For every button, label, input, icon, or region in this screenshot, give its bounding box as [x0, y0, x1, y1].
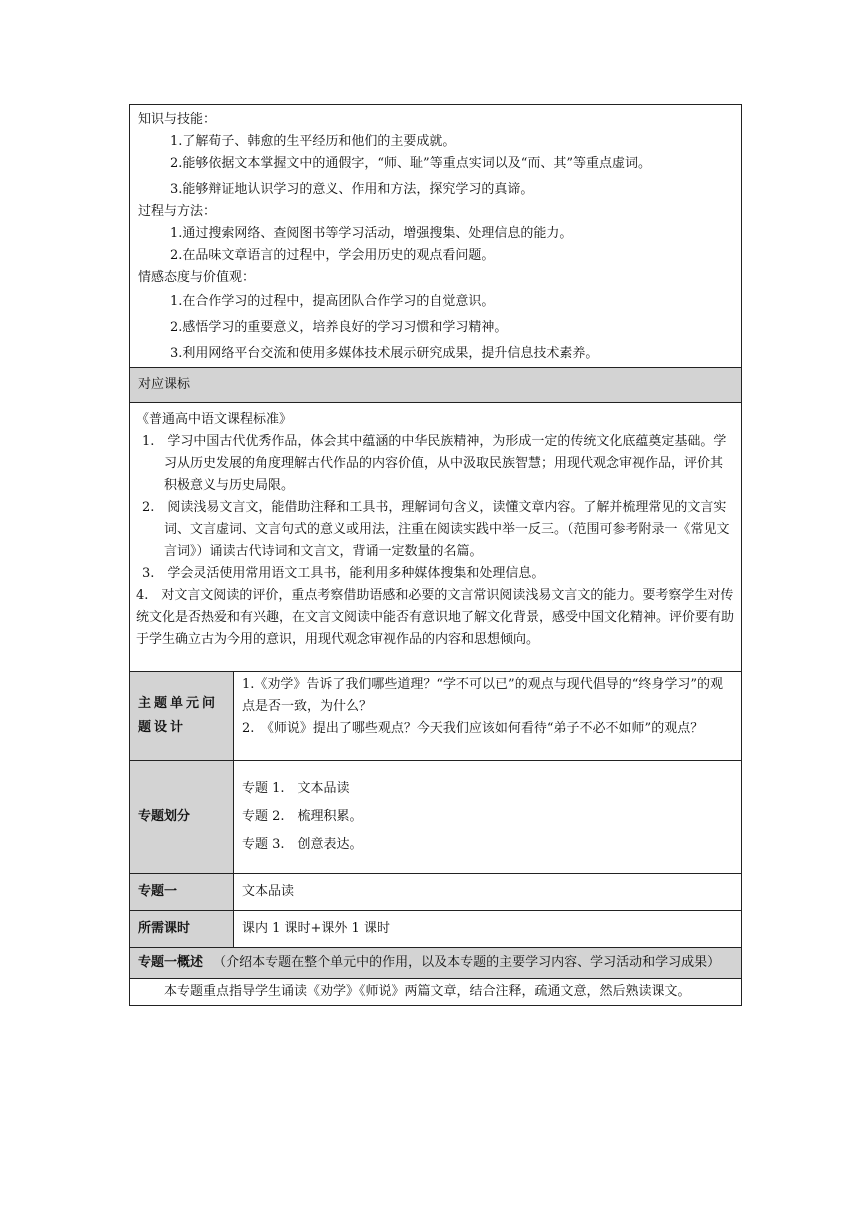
standards-item: 1. 学习中国古代优秀作品，体会其中蕴涵的中华民族精神，为形成一定的传统文化底蕴奠定基础。学习从历史发展的角度理解古代作品的内容价值，从中汲取民族智慧；用现代观念审视作品，评价其积极意义与历史局限。 — [142, 434, 727, 493]
topic-one-label: 专题一 — [138, 884, 178, 899]
hours-value: 课内 1 课时+课外 1 课时 — [242, 921, 390, 936]
standards-item: 2. 阅读浅易文言文，能借助注释和工具书，理解词句含义，读懂文章内容。了解并梳理常见的文言实词、文言虚词、文言句式的意义或用法，注重在阅读实践中举一反三。（范围可参考附录一《常见文言词》）诵读古代诗词和文言文，背诵一定数量的名篇。 — [142, 500, 730, 559]
topics-row — [130, 761, 742, 874]
overview-label: 专题一概述 — [138, 955, 204, 970]
topics-label: 专题划分 — [138, 809, 191, 824]
knowledge-heading: 知识与技能： — [138, 112, 217, 127]
topic-one-row — [130, 874, 742, 911]
overview-header-row — [130, 948, 742, 979]
lesson-plan-table — [129, 104, 742, 1006]
topic-item: 专题 2. 梳理积累。 — [242, 809, 363, 824]
theme-questions-label: 主题单元问题设计 — [138, 696, 219, 735]
theme-question: 1.《劝学》告诉了我们哪些道理？“学不可以已”的观点与现代倡导的“终身学习”的观点是否一致，为什么？ — [242, 677, 723, 714]
topic-item: 专题 3. 创意表达。 — [242, 837, 363, 852]
objectives-row — [130, 105, 742, 368]
document-page — [129, 104, 741, 1006]
emotion-item: 1.在合作学习的过程中，提高团队合作学习的自觉意识。 — [170, 294, 495, 309]
topic-one-value: 文本品读 — [242, 884, 295, 899]
standards-header-row — [130, 368, 742, 403]
topic-item: 专题 1. 文本品读 — [242, 781, 350, 796]
standards-source: 《普通高中语文课程标准》 — [136, 412, 293, 427]
overview-body: 本专题重点指导学生诵读《劝学》《师说》两篇文章，结合注释，疏通文意，然后熟读课文。 — [164, 984, 691, 999]
emotion-heading: 情感态度与价值观： — [138, 270, 256, 285]
hours-row — [130, 911, 742, 948]
overview-note: （介绍本专题在整个单元中的作用，以及本专题的主要学习内容、学习活动和学习成果） — [213, 955, 721, 970]
knowledge-item: 1.了解荀子、韩愈的生平经历和他们的主要成就。 — [170, 134, 456, 149]
emotion-item: 3.利用网络平台交流和使用多媒体技术展示研究成果，提升信息技术素养。 — [170, 346, 599, 361]
standards-content-row — [130, 403, 742, 672]
standards-item: 3. 学会灵活使用常用语文工具书，能利用多种媒体搜集和处理信息。 — [142, 566, 545, 581]
hours-label: 所需课时 — [138, 921, 191, 936]
theme-questions-row — [130, 672, 742, 761]
standards-header: 对应课标 — [138, 377, 191, 392]
theme-question: 2. 《师说》提出了哪些观点？今天我们应该如何看待“弟子不必不如师”的观点？ — [242, 721, 704, 736]
process-heading: 过程与方法： — [138, 204, 217, 219]
process-item: 2.在品味文章语言的过程中，学会用历史的观点看问题。 — [170, 248, 495, 263]
standards-item: 4. 对文言文阅读的评价，重点考察借助语感和必要的文言常识阅读浅易文言文的能力。要考察学生对传统文化是否热爱和有兴趣，在文言文阅读中能否有意识地了解文化背景，感受中国文化精神。评价要有助于学生确立古为今用的意识，用现代观念审视作品的内容和思想倾向。 — [136, 588, 735, 647]
overview-body-row — [130, 979, 742, 1006]
knowledge-item: 2.能够依据文本掌握文中的通假字，“师、耻”等重点实词以及“而、其”等重点虚词。 — [170, 156, 651, 171]
knowledge-item: 3.能够辩证地认识学习的意义、作用和方法，探究学习的真谛。 — [170, 182, 534, 197]
emotion-item: 2.感悟学习的重要意义，培养良好的学习习惯和学习精神。 — [170, 320, 508, 335]
process-item: 1.通过搜索网络、查阅图书等学习活动，增强搜集、处理信息的能力。 — [170, 226, 573, 241]
